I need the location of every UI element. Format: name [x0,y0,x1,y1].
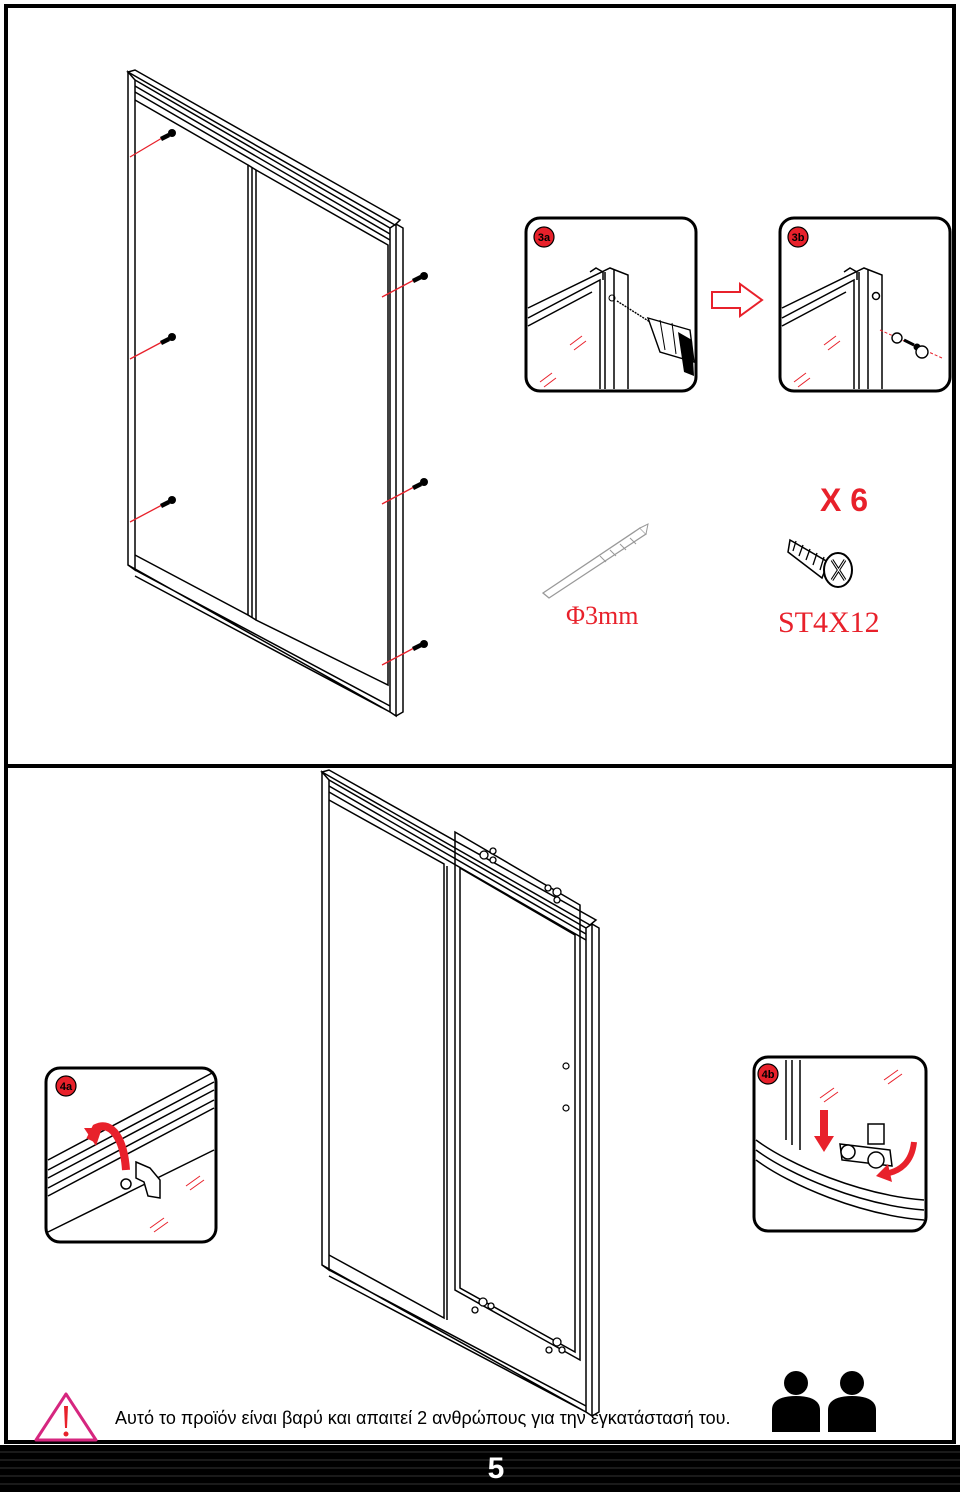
screw-spec: ST4X12 [778,606,880,639]
screw-marker [130,496,176,522]
callout-4b-label: 4b [761,1069,775,1081]
screw-marker [382,478,428,504]
door-rollers [472,848,565,1353]
detail-4b [754,1057,926,1231]
screw-marker [382,272,428,297]
drill-bit-icon [543,524,648,598]
warning-text: Αυτό το προϊόν είναι βαρύ και απαιτεί 2 ανθρώπους για την εγκατάστασή του. [115,1408,731,1428]
warning-icon [36,1394,96,1440]
detail-3b [780,218,950,391]
drill-bit-spec: Φ3mm [566,601,639,630]
screw-quantity: X 6 [820,482,869,518]
screw-icon [788,540,852,587]
callout-3a-label: 3a [537,232,551,244]
screw-marker [130,129,176,157]
step4-shower-frame [322,770,599,1416]
screw-marker [382,640,428,665]
step3-shower-frame [128,70,403,716]
next-step-arrow-icon [712,284,762,316]
callout-3b-label: 3b [791,232,805,244]
screw-marker [130,333,176,359]
footer-bar [0,1445,960,1492]
detail-3a [526,218,696,391]
two-person-icon [772,1371,876,1432]
detail-4a [46,1068,216,1242]
page-number: 5 [487,1452,505,1485]
door-handle-holes [563,1063,569,1111]
callout-4a-label: 4a [59,1081,73,1093]
step3-screws [130,129,428,665]
